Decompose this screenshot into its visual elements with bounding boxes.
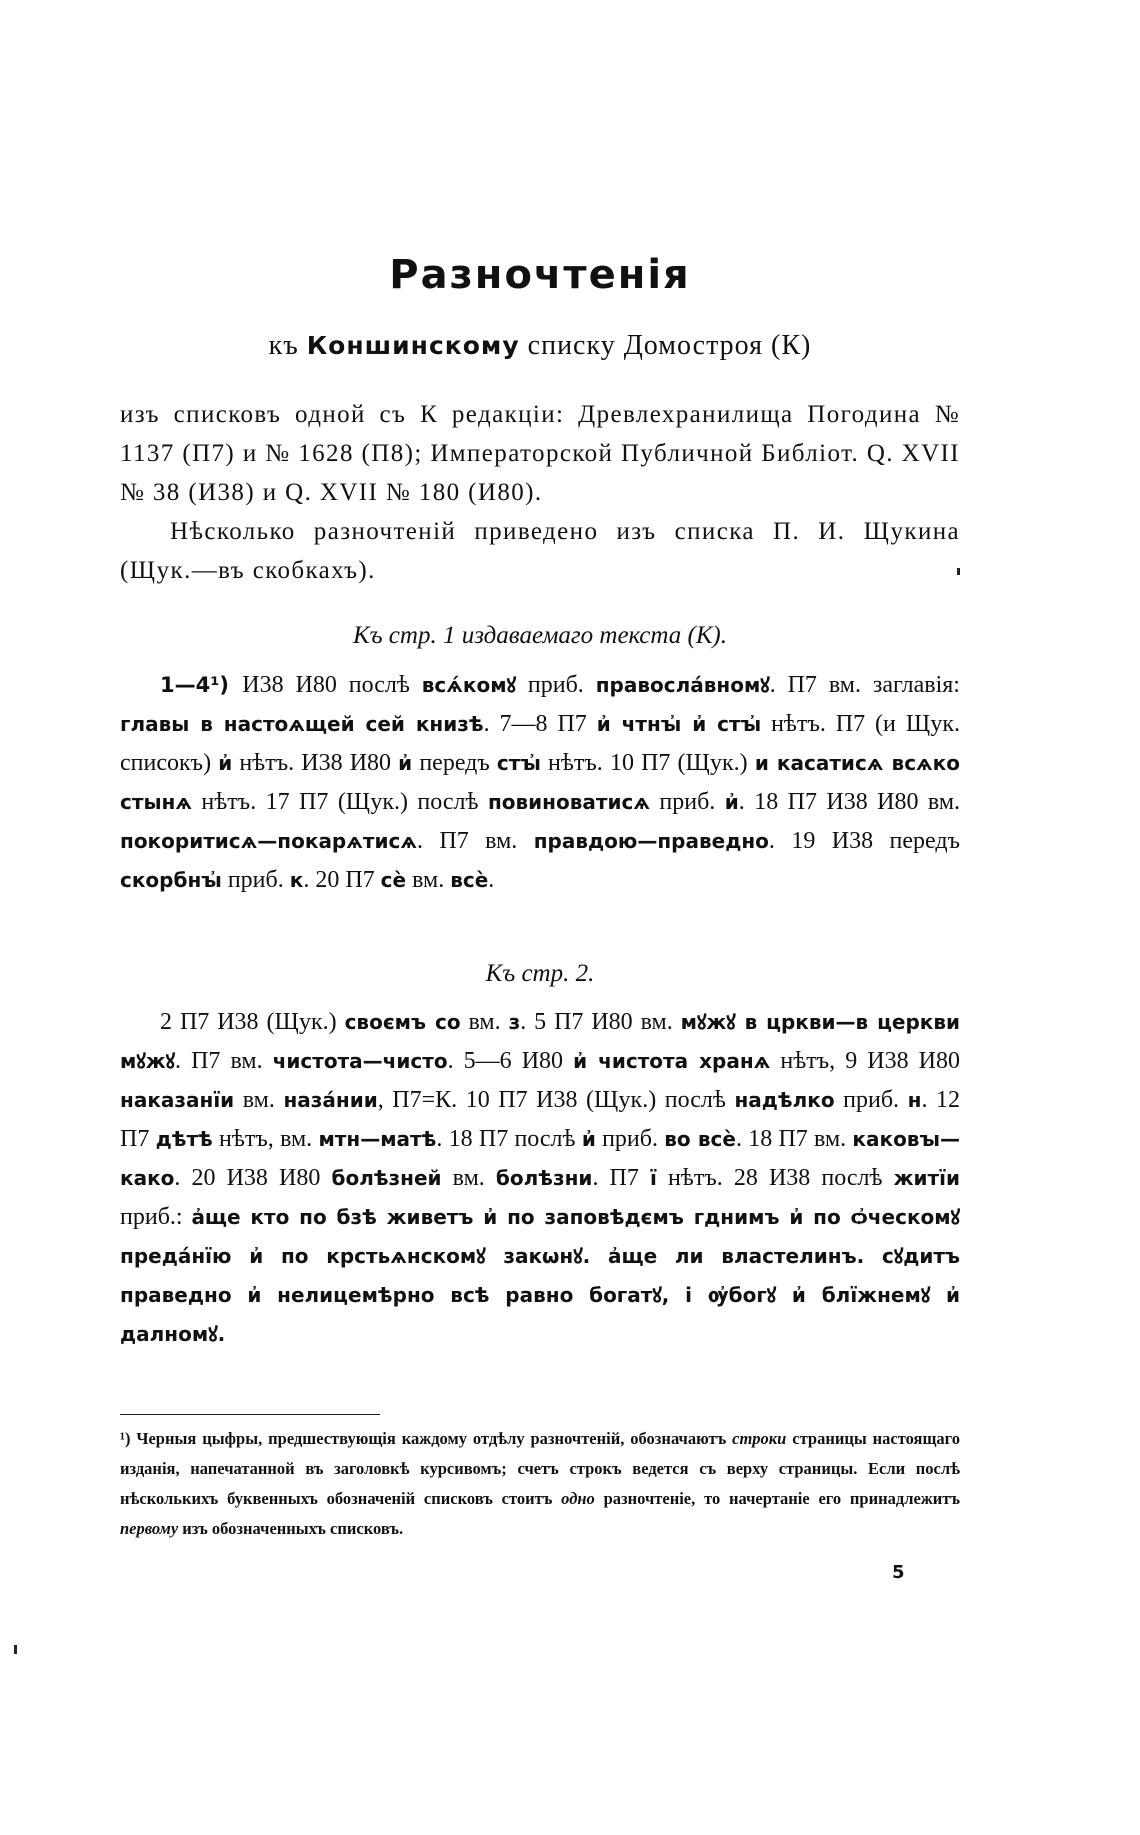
scan-speck [957, 568, 960, 575]
slavonic-reading: мꙋжꙋ в цркви—в церкви мꙋжꙋ [120, 1010, 961, 1073]
text-run: . 19 И38 передъ [768, 828, 960, 854]
slavonic-reading: стꙑ҆ [496, 751, 541, 775]
slavonic-reading: надѣлко [734, 1088, 835, 1112]
text-run: приб. [595, 1126, 665, 1152]
text-run: . П7 [592, 1165, 650, 1191]
text-run: , П7=К. 10 П7 И38 (Щук.) послѣ [377, 1087, 735, 1113]
subtitle-pre: къ [268, 330, 299, 361]
slavonic-reading: покоритисѧ—покарѧтисѧ [120, 829, 417, 853]
slavonic-reading: и҆ [724, 790, 739, 814]
text-run: нѣтъ. 17 П7 (Щук.) послѣ [192, 789, 488, 815]
footnote-text [120, 1424, 960, 1544]
text-run: И38 И80 послѣ [242, 672, 422, 698]
section-heading-page-1: Къ стр. 1 издаваемаго текста (К). [352, 622, 727, 649]
intro-paragraph-1: изъ списковъ одной съ К редакціи: Древлехранилища Погодина № 1137 (П7) и № 1628 (П8); Императорской Публичной Библіот. Q. XVII № 38 (И38) и Q. XVII № 180 (И80). [120, 401, 960, 506]
text-run: . 18 П7 послѣ [436, 1126, 582, 1152]
text-run: . 18 П7 вм. [735, 1126, 853, 1152]
text-run: нѣтъ. И38 И80 [232, 750, 399, 776]
text-run: . П7 вм. [417, 828, 534, 854]
slavonic-reading: всѧ́комꙋ [421, 673, 516, 697]
slavonic-reading: н [907, 1088, 922, 1112]
slavonic-reading: болѣзней [331, 1166, 442, 1190]
slavonic-reading: наза́нии [283, 1088, 378, 1112]
text-run: изъ обозначенныхъ списковъ. [178, 1519, 404, 1538]
text-run: передъ [412, 750, 497, 776]
variants-block-page-1 [120, 666, 960, 900]
slavonic-reading: повиноватисѧ [487, 790, 650, 814]
text-run: . 18 П7 И38 И80 вм. [738, 789, 961, 815]
variants-block-page-2 [120, 1003, 960, 1354]
slavonic-reading: и҆ [218, 751, 233, 775]
page-title: Разночтенія [389, 252, 691, 298]
slavonic-reading: з [508, 1010, 521, 1034]
text-run: вм. [460, 1009, 509, 1035]
text-run: страницы настоящаго изданія, напечатанной въ заголовкѣ курсивомъ; счетъ строкъ ведется съ верху страницы. Если послѣ нѣсколькихъ буквенныхъ обозначеній списковъ стоитъ [120, 1429, 960, 1508]
document-page [120, 0, 960, 1835]
text-run: нѣтъ, вм. [212, 1126, 319, 1152]
variants-paragraph [120, 1003, 960, 1354]
text-run: приб. [221, 867, 290, 893]
slavonic-reading: мтн—матѣ [318, 1127, 437, 1151]
text-run: приб. [834, 1087, 908, 1113]
slavonic-reading: главы в настоѧщей сей книзѣ [120, 712, 484, 736]
page-subtitle [120, 330, 960, 362]
text-run: . [488, 867, 495, 893]
slavonic-reading: ї [649, 1166, 657, 1190]
intro-paragraph-2: Нѣсколько разночтеній приведено изъ списка П. И. Щукина (Щук.—въ скобкахъ). [120, 518, 960, 584]
text-run: вм. [234, 1087, 284, 1113]
scan-speck [14, 1645, 17, 1654]
slavonic-reading: и҆ чистота хранѧ [573, 1049, 771, 1073]
slavonic-reading: чистота—чисто [272, 1049, 448, 1073]
section-heading-page-2: Къ стр. 2. [485, 960, 595, 987]
text-run: приб. [515, 672, 596, 698]
footnote [120, 1424, 960, 1544]
text-run: 2 П7 И38 (Щук.) [160, 1009, 345, 1035]
slavonic-reading: всѐ [450, 868, 489, 892]
text-run: . 7—8 П7 [483, 711, 597, 737]
text-run: . П7 вм. заглавія: [769, 672, 960, 698]
slavonic-reading: болѣзни [495, 1166, 593, 1190]
italic-text: одно [561, 1489, 595, 1508]
slavonic-reading: и҆ [581, 1127, 596, 1151]
slavonic-reading: и҆ [398, 751, 413, 775]
text-run: вм. [406, 867, 451, 893]
slavonic-reading: скорбнꙑ҆ [120, 868, 222, 892]
slavonic-reading: житїи [893, 1166, 960, 1190]
text-run: . 5 П7 И80 вм. [520, 1009, 681, 1035]
variants-paragraph [120, 666, 960, 900]
subtitle-name: Коншинскому [306, 331, 520, 360]
text-run: разночтеніе, то начертаніе его принадлежитъ [594, 1489, 960, 1508]
text-run: 1—4¹) [160, 673, 243, 697]
text-run: вм. [441, 1165, 496, 1191]
slavonic-reading: и касатисѧ всѧко стынѧ [120, 751, 961, 814]
footnote-divider [120, 1414, 380, 1415]
subtitle-post: списку Домостроя (К) [527, 330, 812, 361]
slavonic-reading: и҆ чтнꙑ҆ и҆ стꙑ҆ [596, 712, 762, 736]
text-run: . 5—6 И80 [447, 1048, 574, 1074]
slavonic-reading: сѐ [380, 868, 407, 892]
italic-text: строки [732, 1429, 787, 1448]
intro-text [120, 395, 960, 590]
slavonic-reading: каковꙑ—како [120, 1127, 961, 1190]
text-run: ¹) Черныя цыфры, предшествующія каждому отдѣлу разночтеній, обозначаютъ [120, 1429, 733, 1448]
slavonic-reading: к [289, 868, 304, 892]
text-run: . П7 вм. [175, 1048, 273, 1074]
text-run: . 20 П7 [303, 867, 381, 893]
slavonic-reading: наказанїи [120, 1088, 235, 1112]
slavonic-reading: правосла́вномꙋ [595, 673, 770, 697]
text-run: нѣтъ. 10 П7 (Щук.) [540, 750, 755, 776]
italic-text: первому [120, 1519, 179, 1538]
slavonic-reading: а҆ще кто по бзѣ живетъ и҆ по заповѣдємъ гднимъ и҆ по ѻ҆ческомꙋ преда́нїю и҆ по крстьѧнскомꙋ закѡнꙋ. а҆ще ли властелинъ. сꙋдитъ праведно и҆ нелицемѣрно всѣ равно богатꙋ, і ѹ҆богꙋ и҆ блїжнемꙋ и҆ далномꙋ. [120, 1205, 961, 1346]
slavonic-reading: во всѐ [664, 1127, 736, 1151]
text-run: нѣтъ, 9 И38 И80 [770, 1048, 960, 1074]
text-run: нѣтъ. П7 (и Щук. списокъ) [120, 711, 960, 776]
slavonic-reading: дѣтѣ [155, 1127, 213, 1151]
text-run: приб.: [120, 1204, 192, 1230]
slavonic-reading: своємъ со [344, 1010, 461, 1034]
text-run: нѣтъ. 28 И38 послѣ [656, 1165, 894, 1191]
page-number: 5 [892, 1562, 905, 1583]
text-run: приб. [649, 789, 725, 815]
text-run: . 20 И38 И80 [174, 1165, 332, 1191]
text-run: . 12 П7 [120, 1087, 961, 1152]
slavonic-reading: правдою—праведно [533, 829, 769, 853]
